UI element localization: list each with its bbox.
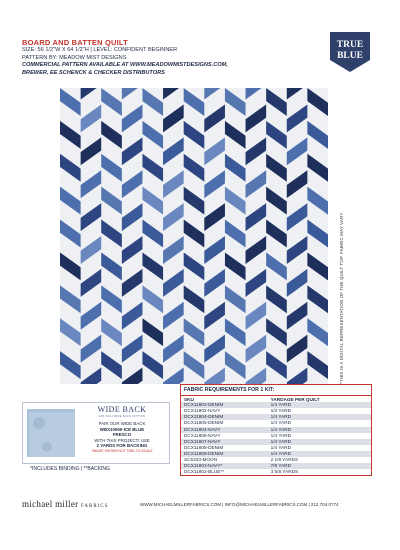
yardage-cell: 1/4 YARD [270,432,292,438]
quilt-chevron [307,318,328,346]
quilt-chevron [204,302,225,330]
quilt-chevron [122,137,143,165]
quilt-chevron [204,335,225,363]
quilt-chevron [81,104,102,132]
quilt-chevron [163,368,184,384]
quilt-chevron [307,88,328,116]
quilt-chevron [204,203,225,231]
quilt-chevron [122,104,143,132]
quilt-chevron [246,88,267,100]
quilt-chevron [81,203,102,231]
wide-back-line6: *IMAGE SHOWN NOT TIME-TO-SCALE [91,448,153,453]
quilt-chevron [225,220,246,248]
quilt-chevron [142,154,163,182]
sku-cell: DCX11803-NAVY* [181,463,268,469]
quilt-chevron [60,121,81,149]
quilt-chevron [60,318,81,346]
quilt-chevron [163,88,184,100]
quilt-chevron [184,351,205,379]
quilt-chevron [266,220,287,248]
yardage-cell: 1/4 YARD [268,414,372,420]
quilt-chevron [287,104,308,132]
quilt-chevron [287,269,308,297]
yardage-header: YARDAGE PER QUILT [270,396,320,402]
binding-backing-note: *INCLUDES BINDING | **BACKING [30,466,110,472]
yardage-cell: 1/4 YARD [268,451,372,457]
quilt-chevron [204,236,225,264]
quilt-chevron [163,236,184,264]
quilt-chevron [266,154,287,182]
quilt-chevron [101,220,122,248]
quilt-chevron [225,88,246,116]
quilt-chevron [163,302,184,330]
logo-sub: FABRICS [81,504,109,509]
quilt-chevron [101,285,122,313]
sku-cell: DCX11807-NAVY [181,439,268,445]
wide-back-subtitle: 108 INCH WIDE BACK COTTON [98,414,146,418]
quilt-chevron [307,154,328,182]
pattern-header [22,38,322,77]
quilt-chevron [266,121,287,149]
quilt-chevron [287,88,308,100]
quilt-chevron [225,154,246,182]
quilt-chevron [122,170,143,198]
quilt-chevron [81,137,102,165]
fresco-swatch-image [27,409,75,457]
quilt-chevron [60,154,81,182]
quilt-chevron [101,252,122,280]
quilt-chevron [246,137,267,165]
wide-back-line5: 2 YARDS FOR BACKING [96,443,148,449]
quilt-chevron [81,302,102,330]
yardage-cell: 2 1/8 YARDS [270,457,299,463]
quilt-chevron [60,351,81,379]
quilt-chevron [225,318,246,346]
sku-cell: DCX11805-DENIM [184,420,224,426]
quilt-chevron [246,203,267,231]
quilt-chevron [101,187,122,215]
quilt-chevron [287,368,308,384]
quilt-chevron [204,269,225,297]
digital-representation-note: *THIS IS A DIGITAL REPRESENTATION OF THE QUILT TOP. FABRIC MAY VARY. [339,211,344,384]
quilt-chevron [122,335,143,363]
quilt-chevron [204,170,225,198]
quilt-chevron [101,121,122,149]
quilt-chevron [60,220,81,248]
sku-cell: DCX11804-NAVY [181,427,268,433]
quilt-chevron [184,154,205,182]
wide-back-title: WIDE BACK [97,405,147,414]
wide-back-text [77,405,167,455]
sku-cell: DCX11802-NAVY [184,408,221,414]
quilt-chevron [184,88,205,116]
yardage-cell: 1/4 YARD [268,439,372,445]
michael-miller-logo [22,499,108,509]
quilt-chevron [101,318,122,346]
quilt-chevron [142,121,163,149]
quilt-chevron [60,187,81,215]
quilt-chevron [142,252,163,280]
sku-cell: SC5333-MOON [184,457,218,463]
wide-back-line2: WBX10060-ICE BLUE [99,426,145,432]
quilt-chevron [225,351,246,379]
quilt-chevron [307,187,328,215]
quilt-chevron [266,285,287,313]
pattern-title: BOARD AND BATTEN QUILT [22,38,128,47]
fabric-requirements [180,384,372,476]
wide-back-line1: PAIR OUR WIDE BACK [98,421,146,426]
quilt-chevron [266,187,287,215]
quilt-chevron [246,104,267,132]
quilt-chevron [81,88,102,100]
quilt-chevron [163,203,184,231]
quilt-chevron [81,269,102,297]
quilt-chevron [266,351,287,379]
quilt-chevron [184,252,205,280]
quilt-chevron [101,154,122,182]
sku-cell: DCX11808-DENIM [184,444,224,450]
quilt-chevron [225,121,246,149]
quilt-chevron [246,236,267,264]
quilt-chevron [163,269,184,297]
sku-cell: DCX11802-BLUE** [184,469,225,475]
quilt-chevron [246,170,267,198]
quilt-chevron [204,368,225,384]
quilt-chevron [122,236,143,264]
quilt-chevron [225,187,246,215]
quilt-chevron [184,318,205,346]
quilt-chevron [184,121,205,149]
quilt-chevron [81,170,102,198]
yardage-cell: 7/8 YARD [268,463,372,469]
quilt-chevron [142,285,163,313]
sku-cell: DCX11802-DENIM [181,402,268,408]
quilt-chevron [184,187,205,215]
quilt-chevron [266,88,287,116]
quilt-chevron [81,368,102,384]
quilt-chevron [122,302,143,330]
quilt-chevron [60,88,81,116]
quilt-chevron [307,220,328,248]
table-header-row [181,396,372,403]
requirements-title: FABRIC REQUIREMENTS FOR 1 KIT: [180,384,372,395]
quilt-chevron [142,88,163,116]
yardage-cell: 1/4 YARD [268,427,372,433]
quilt-chevron [225,285,246,313]
quilt-chevron [307,285,328,313]
size-level-line: SIZE: 56 1/2"W X 64 1/2"H | LEVEL: CONFIDENT BEGINNER [22,47,178,53]
yardage-cell: 1/4 YARD [270,444,292,450]
sku-cell: DCX11809-DENIM [181,451,268,457]
quilt-image [60,88,328,384]
logo-main: michael miller [22,499,79,509]
quilt-chevron [287,170,308,198]
quilt-chevron [101,88,122,116]
yardage-cell: 3 5/8 YARDS [270,469,299,475]
quilt-chevron [266,318,287,346]
yardage-cell: 1/4 YARD [268,402,372,408]
wide-back-line4: WITH THIS PROJECT! USE [94,437,150,443]
commercial-line-1: COMMERCIAL PATTERN AVAILABLE AT WWW.MEADOWMISTDESIGNS.COM, [22,62,228,69]
sku-cell: DCX11806-NAVY [184,432,221,438]
quilt-chevron [307,121,328,149]
quilt-chevron [204,104,225,132]
quilt-chevron [204,88,225,100]
true-blue-badge-icon [328,30,372,74]
quilt-chevron [287,236,308,264]
quilt-chevron [287,203,308,231]
quilt-chevron [122,269,143,297]
quilt-chevron [307,252,328,280]
quilt-chevron [60,285,81,313]
badge-line1: TRUE [336,40,364,50]
quilt-chevron [246,368,267,384]
wide-back-line3: FRESCO [112,432,132,438]
quilt-chevron [287,335,308,363]
quilt-chevron [246,302,267,330]
yardage-cell: 1/4 YARD [270,420,292,426]
quilt-chevron [142,351,163,379]
sku-header: SKU [184,396,194,402]
quilt-chevron [101,351,122,379]
footer-contact: WWW.MICHAELMILLERFABRICS.COM | INFO@MICHAELMILLERFABRICS.COM | 212.704.0774 [140,502,339,507]
quilt-chevron [287,137,308,165]
quilt-chevron [204,137,225,165]
yardage-cell: 1/4 YARD [270,408,292,414]
quilt-chevron [163,104,184,132]
quilt-chevron [122,368,143,384]
quilt-chevron [246,269,267,297]
quilt-chevron [163,137,184,165]
quilt-chevron [122,88,143,100]
sku-cell: DCX11804-DENIM [181,414,268,420]
quilt-chevron [246,335,267,363]
quilt-chevron [307,351,328,379]
wide-back-box [22,402,170,464]
quilt-chevron [60,252,81,280]
requirements-table [180,395,372,476]
quilt-chevron [287,302,308,330]
quilt-chevron [81,335,102,363]
quilt-chevron [184,285,205,313]
quilt-chevron [81,236,102,264]
quilt-chevron [142,318,163,346]
table-row [181,469,372,476]
quilt-chevron [163,335,184,363]
quilt-chevron [122,203,143,231]
commercial-line-2: BREWER, EE SCHENCK & CHECKER DISTRIBUTORS [22,69,165,76]
quilt-chevron [225,252,246,280]
quilt-chevron [184,220,205,248]
pattern-by-line: PATTERN BY: MEADOW MIST DESIGNS [22,54,127,61]
quilt-chevron [163,170,184,198]
quilt-chevron [266,252,287,280]
quilt-chevron [142,220,163,248]
quilt-chevron [142,187,163,215]
badge-line2: BLUE [337,51,363,61]
